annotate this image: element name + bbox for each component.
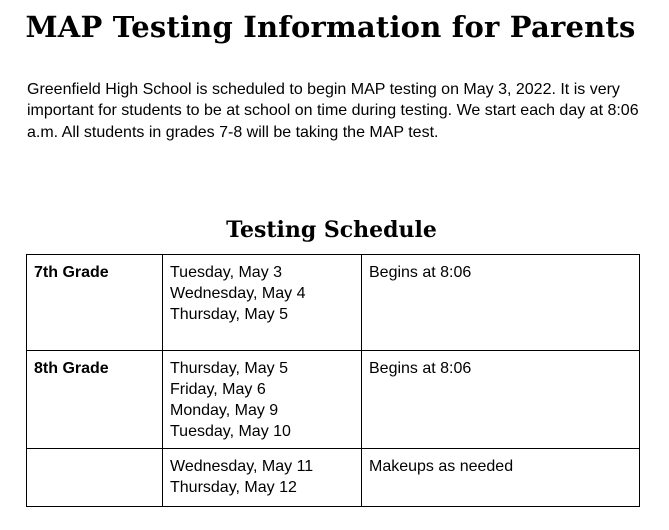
test-day: Tuesday, May 3	[170, 264, 283, 281]
grade-cell: 7th Grade	[27, 255, 163, 351]
test-day: Thursday, May 5	[170, 360, 288, 377]
intro-paragraph: Greenfield High School is scheduled to begin MAP testing on May 3, 2022. It is very important for students to be at school on time during testing. We start each day at 8:06 a.m. All students in grades 7-8 will be taking the MAP test.	[27, 81, 639, 141]
page-title: MAP Testing Information for Parents	[25, 10, 636, 44]
testing-schedule-table	[26, 254, 640, 507]
table-row-makeups	[27, 449, 640, 507]
table-row-8th-grade	[27, 351, 640, 449]
test-day: Thursday, May 5	[170, 306, 288, 323]
table-row-7th-grade	[27, 255, 640, 351]
days-cell	[163, 351, 362, 449]
test-day: Friday, May 6	[170, 381, 266, 398]
test-day: Wednesday, May 11	[170, 458, 314, 475]
test-day: Tuesday, May 10	[170, 423, 291, 440]
test-day: Monday, May 9	[170, 402, 279, 419]
schedule-heading: Testing Schedule	[226, 217, 437, 243]
note-cell: Begins at 8:06	[362, 351, 640, 449]
test-day: Thursday, May 12	[170, 479, 297, 496]
note-cell: Begins at 8:06	[362, 255, 640, 351]
test-day: Wednesday, May 4	[170, 285, 306, 302]
days-cell	[163, 449, 362, 507]
grade-cell	[27, 449, 163, 507]
days-cell	[163, 255, 362, 351]
note-cell: Makeups as needed	[362, 449, 640, 507]
grade-cell: 8th Grade	[27, 351, 163, 449]
